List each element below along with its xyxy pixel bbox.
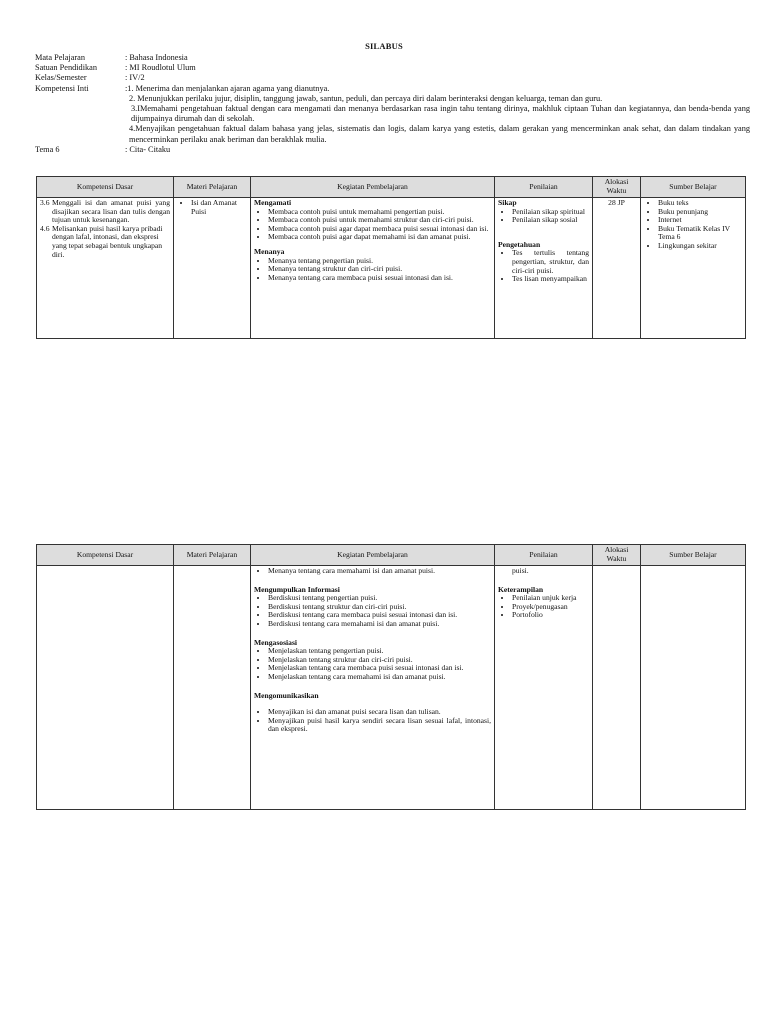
list-item: • Membaca contoh puisi agar dapat membaca puisi sesuai intonasi dan isi.: [268, 225, 491, 234]
list-item: • Tes tertulis tentang pengertian, struktur, dan ciri-ciri puisi.: [512, 249, 589, 275]
document-title: SILABUS: [365, 41, 403, 51]
list-item: • Menanya tentang pengertian puisi.: [268, 257, 491, 266]
activity-list: [254, 708, 491, 734]
table-header-row: [37, 545, 746, 566]
list-item: • Membaca contoh puisi untuk memahami pengertian puisi.: [268, 208, 491, 217]
kd-text: Melisankan puisi hasil karya pribadi dengan lafal, intonasi, dan ekspresi yang tepat sebagai bentuk ungkapan diri.: [52, 223, 163, 259]
syllabus-meta: [35, 53, 750, 155]
source-list: [644, 199, 742, 251]
column-header: Alokasi Waktu: [593, 177, 641, 198]
ki-item: 4.Menyajikan pengetahuan faktual dalam bahasa yang jelas, sistematis dan logis, dalam karya yang estetis, dalam gerakan yang mencerminkan anak sehat, dan dalam tindakan yang mencerminkan perilaku anak beriman dan berakhlak mulia.: [129, 124, 750, 144]
column-header: Penilaian: [495, 545, 593, 566]
column-header: Kompetensi Dasar: [37, 545, 174, 566]
materi-cell: [174, 198, 251, 339]
column-header: Alokasi Waktu: [593, 545, 641, 566]
meta-row-core-competence: [35, 84, 750, 94]
ki-row-4: [35, 124, 750, 144]
list-item: • Tes lisan menyampaikan: [512, 275, 589, 284]
list-item: • Berdiskusi tentang cara memahami isi dan amanat puisi.: [268, 620, 491, 629]
activity-list: [254, 647, 491, 681]
list-item: • Membaca contoh puisi agar dapat memahami isi dan amanat puisi.: [268, 233, 491, 242]
list-item: • Isi dan Amanat Puisi: [191, 199, 247, 216]
meta-label: Kompetensi Inti: [35, 83, 89, 93]
meta-value: : Bahasa Indonesia: [125, 53, 188, 62]
sumber-cell: [641, 566, 746, 810]
alokasi-cell: 28 JP: [593, 198, 641, 339]
list-item: • Buku Tematik Kelas IV Tema 6: [658, 225, 742, 242]
penilaian-cell: [495, 198, 593, 339]
column-header: Kompetensi Dasar: [37, 177, 174, 198]
ki-item: 3.IMemahami pengetahuan faktual dengan cara mengamati dan menanya berdasarkan rasa ingin tahu tentang dirinya, makhluk ciptaan Tuhan dan kegiatannya, dan benda-benda yang dijumpainya dirumah dan di sekolah.: [131, 104, 750, 124]
list-item: • Proyek/penugasan: [512, 603, 589, 612]
activity-list: [254, 257, 491, 283]
ki-row-3: [35, 104, 750, 124]
kd-item: [40, 199, 170, 225]
section-heading: Menanya: [254, 246, 285, 256]
list-item: • Menyajikan isi dan amanat puisi secara lisan dan tulisan.: [268, 708, 491, 717]
list-item: • Menjelaskan tentang struktur dan ciri-ciri puisi.: [268, 656, 491, 665]
column-header: Sumber Belajar: [641, 177, 746, 198]
ki-row-2: [35, 94, 750, 104]
list-item: • Penilaian sikap sosial: [512, 216, 589, 225]
section-heading: Mengomunikasikan: [254, 690, 319, 700]
meta-value: : Cita- Citaku: [125, 144, 171, 154]
meta-indent: [35, 104, 125, 124]
sumber-cell: [641, 198, 746, 339]
meta-label: Satuan Pendidikan: [35, 63, 97, 73]
assessment-list: [498, 594, 589, 620]
section-heading: Mengamati: [254, 198, 292, 207]
section-heading: Mengumpulkan Informasi: [254, 584, 340, 594]
ki-item: 2. Menunjukkan perilaku jujur, disiplin, tanggung jawab, santun, peduli, dan percaya diri dalam berinteraksi dengan keluarga, teman dan guru.: [129, 93, 603, 103]
meta-row-school: [35, 63, 750, 73]
activity-list: [254, 567, 491, 576]
list-item: • Berdiskusi tentang struktur dan ciri-ciri puisi.: [268, 603, 491, 612]
list-item: • Menjelaskan tentang pengertian puisi.: [268, 647, 491, 656]
list-item: • Portofolio: [512, 611, 589, 620]
table-row: [37, 566, 746, 810]
meta-label: Kelas/Semester: [35, 73, 87, 83]
meta-row-class: [35, 73, 750, 83]
kd-number: 3.6: [40, 198, 50, 207]
table-header-row: [37, 177, 746, 198]
penilaian-cell: [495, 566, 593, 810]
meta-row-theme: [35, 145, 750, 155]
section-heading: Mengasosiasi: [254, 637, 298, 647]
list-item: • Menjelaskan tentang cara memahami isi dan amanat puisi.: [268, 673, 491, 682]
syllabus-table-2: [36, 544, 746, 810]
list-item: • Internet: [658, 216, 742, 225]
activity-list: [254, 208, 491, 242]
assessment-list: [498, 208, 589, 225]
section-heading: Sikap: [498, 198, 517, 207]
syllabus-table-1: [36, 176, 746, 339]
meta-indent: [35, 94, 125, 104]
kegiatan-cell: [251, 566, 495, 810]
meta-value: : MI Roudlotul Ulum: [125, 63, 196, 73]
list-item: • Menyajikan puisi hasil karya sendiri secara lisan sesuai lafal, intonasi, dan ekspresi.: [268, 717, 491, 734]
list-item: • Buku penunjang: [658, 208, 742, 217]
meta-row-subject: [35, 53, 750, 63]
list-item: • Menanya tentang cara membaca puisi sesuai intonasi dan isi.: [268, 274, 491, 283]
activity-list: [254, 594, 491, 628]
list-item: • Penilaian sikap spiritual: [512, 208, 589, 217]
list-item: • Berdiskusi tentang cara membaca puisi sesuai intonasi dan isi.: [268, 611, 491, 620]
kd-text: Menggali isi dan amanat puisi yang disajikan secara lisan dan tulis dengan tujuan untuk kesenangan.: [52, 198, 170, 225]
list-item: • Menanya tentang struktur dan ciri-ciri puisi.: [268, 265, 491, 274]
kompetensi-dasar-cell: [37, 566, 174, 810]
column-header: Penilaian: [495, 177, 593, 198]
meta-label: Tema 6: [35, 144, 60, 154]
column-header: Materi Pelajaran: [174, 545, 251, 566]
list-item: • Berdiskusi tentang pengertian puisi.: [268, 594, 491, 603]
section-heading: Pengetahuan: [498, 239, 541, 249]
alokasi-cell: [593, 566, 641, 810]
assessment-continuation: puisi.: [512, 566, 529, 575]
list-item: • Membaca contoh puisi untuk memahami struktur dan ciri-ciri puisi.: [268, 216, 491, 225]
meta-value: : IV/2: [125, 73, 145, 83]
list-item: • Buku teks: [658, 199, 742, 208]
materi-list: [177, 199, 247, 216]
list-item: • Menanya tentang cara memahami isi dan amanat puisi.: [268, 567, 491, 576]
meta-indent: [35, 124, 125, 144]
kd-number: 4.6: [40, 223, 50, 233]
column-header: Kegiatan Pembelajaran: [251, 545, 495, 566]
table-row: [37, 198, 746, 339]
meta-label: Mata Pelajaran: [35, 53, 85, 62]
kompetensi-dasar-cell: [37, 198, 174, 339]
kegiatan-cell: [251, 198, 495, 339]
section-heading: Keterampilan: [498, 584, 544, 594]
spacer: [498, 225, 589, 241]
assessment-list: [498, 249, 589, 283]
meta-value: :1. Menerima dan menjalankan ajaran agama yang dianutnya.: [125, 83, 330, 93]
column-header: Kegiatan Pembelajaran: [251, 177, 495, 198]
list-item: • Penilaian unjuk kerja: [512, 594, 589, 603]
column-header: Sumber Belajar: [641, 545, 746, 566]
list-item: • Menjelaskan tentang cara membaca puisi sesuai intonasi dan isi.: [268, 664, 491, 673]
kd-item: [40, 225, 170, 259]
list-item: • Lingkungan sekitar: [658, 242, 742, 251]
column-header: Materi Pelajaran: [174, 177, 251, 198]
materi-cell: [174, 566, 251, 810]
